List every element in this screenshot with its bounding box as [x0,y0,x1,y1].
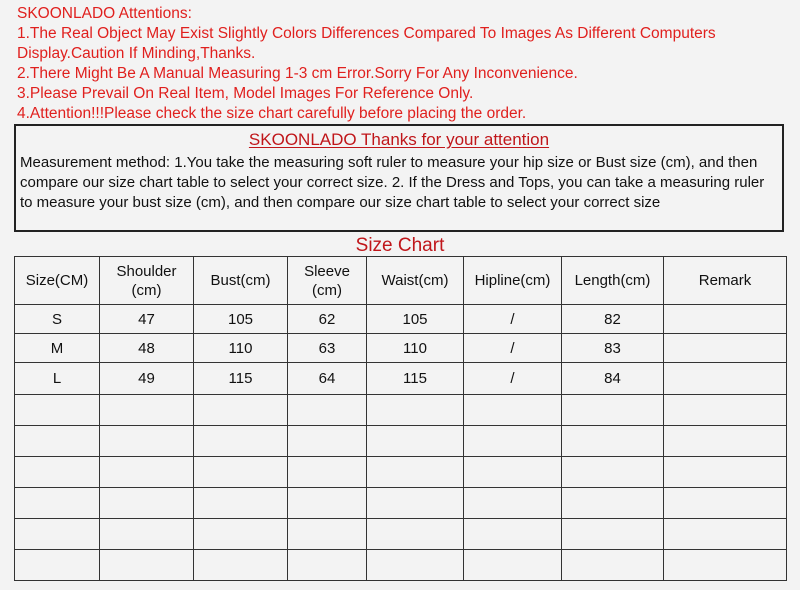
table-cell [664,334,787,363]
empty-table-cell [464,426,562,457]
empty-table-cell [367,457,464,488]
table-cell: 110 [367,334,464,363]
size-chart-title: Size Chart [355,235,445,256]
empty-table-cell [664,426,787,457]
empty-table-row [15,488,787,519]
empty-table-cell [367,488,464,519]
empty-table-cell [100,457,194,488]
empty-table-cell [15,457,100,488]
attention-notice [17,4,787,124]
empty-table-cell [464,488,562,519]
table-cell: 105 [367,305,464,334]
empty-table-row [15,519,787,550]
table-cell: 62 [288,305,367,334]
column-header: Waist(cm) [367,257,464,305]
empty-table-cell [194,457,288,488]
empty-table-cell [562,426,664,457]
measurement-method-text: Measurement method: 1.You take the measuring soft ruler to measure your hip size or Bust size (cm), and then compare our size chart table to select your correct size. 2. If the Dress and Tops, you can take a measuring ruler to measure your bust size (cm), and then compare our size chart table to select your correct size [20,154,765,211]
empty-table-cell [288,550,367,581]
empty-table-cell [100,519,194,550]
table-cell: 63 [288,334,367,363]
empty-table-row [15,395,787,426]
empty-table-cell [367,426,464,457]
empty-table-cell [562,488,664,519]
table-cell: / [464,363,562,395]
empty-table-cell [100,550,194,581]
table-cell: M [15,334,100,363]
table-cell: 110 [194,334,288,363]
table-cell: 82 [562,305,664,334]
empty-table-cell [100,426,194,457]
size-chart-table [14,256,787,581]
empty-table-cell [664,550,787,581]
empty-table-cell [664,395,787,426]
empty-table-cell [288,395,367,426]
empty-table-cell [15,550,100,581]
info-title: SKOONLADO Thanks for your attention [248,130,550,149]
empty-table-cell [288,426,367,457]
measurement-info-box [14,124,784,232]
empty-table-cell [15,519,100,550]
column-header: Remark [664,257,787,305]
column-header: Length(cm) [562,257,664,305]
empty-table-cell [194,488,288,519]
empty-table-cell [288,488,367,519]
notice-line-heading: SKOONLADO Attentions: [17,5,192,22]
notice-line-2: 2.There Might Be A Manual Measuring 1-3 cm Error.Sorry For Any Inconvenience. [17,65,578,82]
empty-table-cell [562,550,664,581]
column-header: Sleeve (cm) [288,257,367,305]
table-cell: 47 [100,305,194,334]
empty-table-cell [15,426,100,457]
empty-table-row [15,426,787,457]
table-cell: 115 [194,363,288,395]
table-cell: / [464,334,562,363]
empty-table-cell [194,426,288,457]
table-cell: 115 [367,363,464,395]
column-header: Hipline(cm) [464,257,562,305]
empty-table-cell [664,457,787,488]
column-header: Shoulder (cm) [100,257,194,305]
empty-table-cell [15,395,100,426]
table-cell: 105 [194,305,288,334]
empty-table-cell [15,488,100,519]
empty-table-row [15,457,787,488]
table-cell [664,363,787,395]
table-row [15,334,787,363]
empty-table-cell [288,457,367,488]
empty-table-cell [367,395,464,426]
table-row [15,305,787,334]
table-header-row [15,257,787,305]
empty-table-cell [464,550,562,581]
empty-table-cell [194,550,288,581]
empty-table-cell [100,395,194,426]
empty-table-cell [562,457,664,488]
empty-table-cell [464,395,562,426]
empty-table-cell [464,457,562,488]
table-cell: 84 [562,363,664,395]
column-header: Bust(cm) [194,257,288,305]
empty-table-cell [288,519,367,550]
empty-table-cell [464,519,562,550]
empty-table-cell [367,519,464,550]
table-cell: 48 [100,334,194,363]
table-cell: S [15,305,100,334]
table-cell: / [464,305,562,334]
empty-table-cell [664,488,787,519]
table-cell: L [15,363,100,395]
empty-table-cell [562,519,664,550]
table-row [15,363,787,395]
empty-table-cell [100,488,194,519]
notice-line-3: 3.Please Prevail On Real Item, Model Images For Reference Only. [17,85,474,102]
notice-line-4: 4.Attention!!!Please check the size chart carefully before placing the order. [17,105,527,122]
column-header: Size(CM) [15,257,100,305]
notice-line-1: 1.The Real Object May Exist Slightly Colors Differences Compared To Images As Different Computers Display.Caution If Minding,Thanks. [17,25,716,62]
table-cell: 83 [562,334,664,363]
empty-table-cell [562,395,664,426]
empty-table-cell [194,395,288,426]
empty-table-cell [194,519,288,550]
table-cell: 49 [100,363,194,395]
empty-table-row [15,550,787,581]
table-cell: 64 [288,363,367,395]
table-cell [664,305,787,334]
empty-table-cell [367,550,464,581]
empty-table-cell [664,519,787,550]
